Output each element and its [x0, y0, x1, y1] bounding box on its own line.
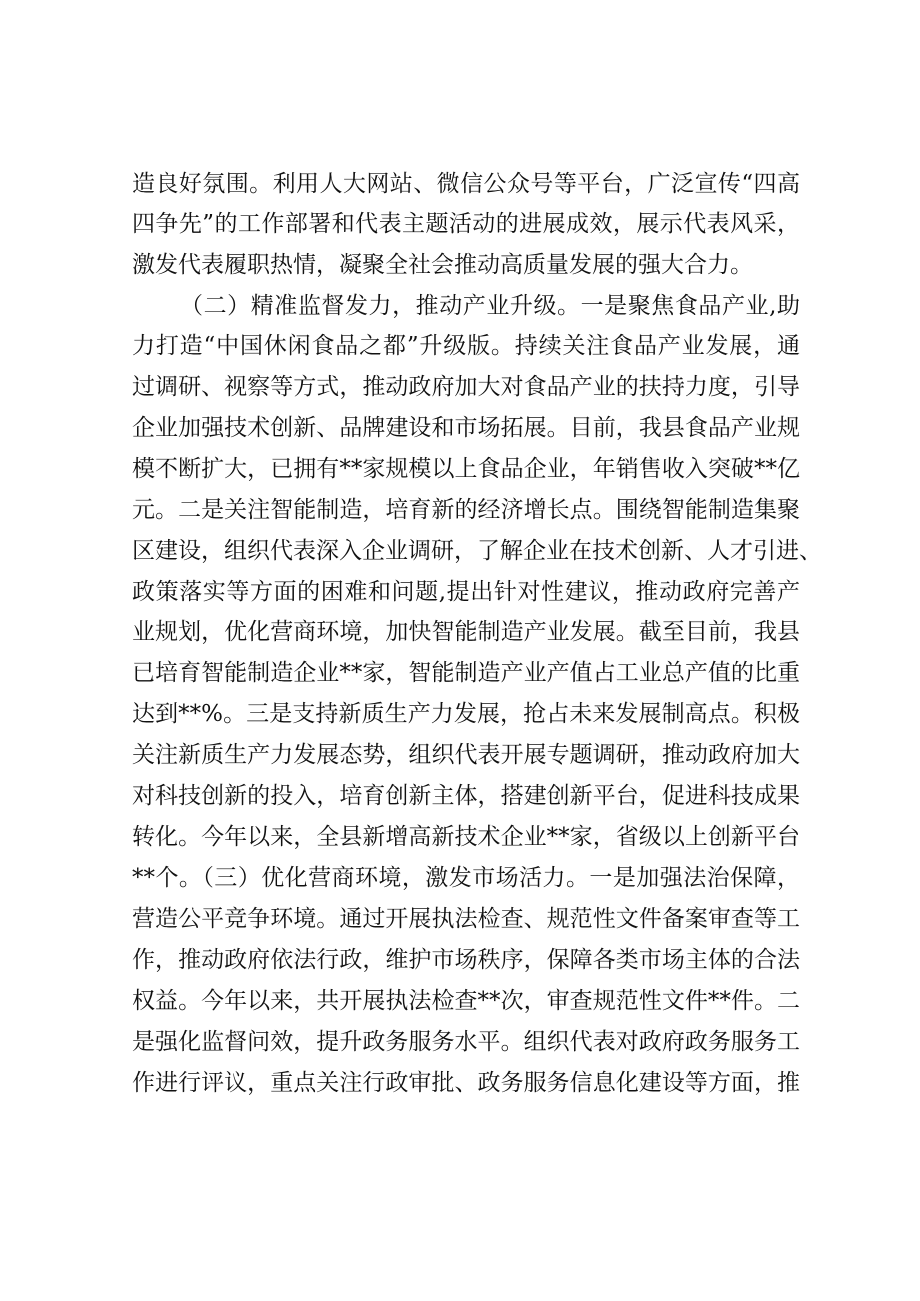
- text-line-11: 政策落实等方面的困难和问题,提出针对性建议，推动政府完善产: [132, 579, 800, 605]
- text-line-1: 造良好氛围。利用人大网站、微信公众号等平台，广泛宣传“四高: [132, 171, 800, 197]
- text-line-2: 四争先”的工作部署和代表主题活动的进展成效，展示代表风采，: [132, 211, 800, 237]
- text-line-13: 已培育智能制造企业**家，智能制造产业产值占工业总产值的比重: [132, 660, 800, 686]
- text-line-5: 力打造“中国休闲食品之都”升级版。持续关注食品产业发展，通: [132, 333, 800, 359]
- text-line-10: 区建设，组织代表深入企业调研，了解企业在技术创新、人才引进、: [132, 538, 822, 564]
- text-line-4: （二）精准监督发力，推动产业升级。一是聚焦食品产业,助: [180, 293, 800, 319]
- text-line-9: 元。二是关注智能制造，培育新的经济增长点。围绕智能制造集聚: [132, 497, 800, 523]
- text-line-22: 是强化监督问效，提升政务服务水平。组织代表对政府政务服务工: [132, 1029, 800, 1055]
- text-line-6: 过调研、视察等方式，推动政府加大对食品产业的扶持力度，引导: [132, 374, 800, 400]
- text-line-15: 关注新质生产力发展态势，组织代表开展专题调研，推动政府加大: [132, 742, 800, 768]
- text-line-14: 达到**%。三是支持新质生产力发展，抢占未来发展制高点。积极: [132, 701, 800, 727]
- text-line-7: 企业加强技术创新、品牌建设和市场拓展。目前，我县食品产业规: [132, 415, 800, 441]
- text-line-12: 业规划，优化营商环境，加快智能制造产业发展。截至目前，我县: [132, 619, 800, 645]
- text-line-18: **个。（三）优化营商环境，激发市场活力。一是加强法治保障，: [132, 865, 800, 891]
- text-line-20: 作，推动政府依法行政，维护市场秩序，保障各类市场主体的合法: [132, 947, 800, 973]
- text-line-19: 营造公平竞争环境。通过开展执法检查、规范性文件备案审查等工: [132, 906, 800, 932]
- text-line-16: 对科技创新的投入，培育创新主体，搭建创新平台，促进科技成果: [132, 783, 800, 809]
- text-line-3: 激发代表履职热情，凝聚全社会推动高质量发展的强大合力。: [132, 252, 753, 278]
- text-line-17: 转化。今年以来，全县新增高新技术企业**家，省级以上创新平台: [132, 824, 800, 850]
- text-line-23: 作进行评议，重点关注行政审批、政务服务信息化建设等方面，推: [132, 1070, 800, 1096]
- text-line-8: 模不断扩大，已拥有**家规模以上食品企业，年销售收入突破**亿: [132, 456, 800, 482]
- text-line-21: 权益。今年以来，共开展执法检查**次，审查规范性文件**件。二: [132, 988, 800, 1014]
